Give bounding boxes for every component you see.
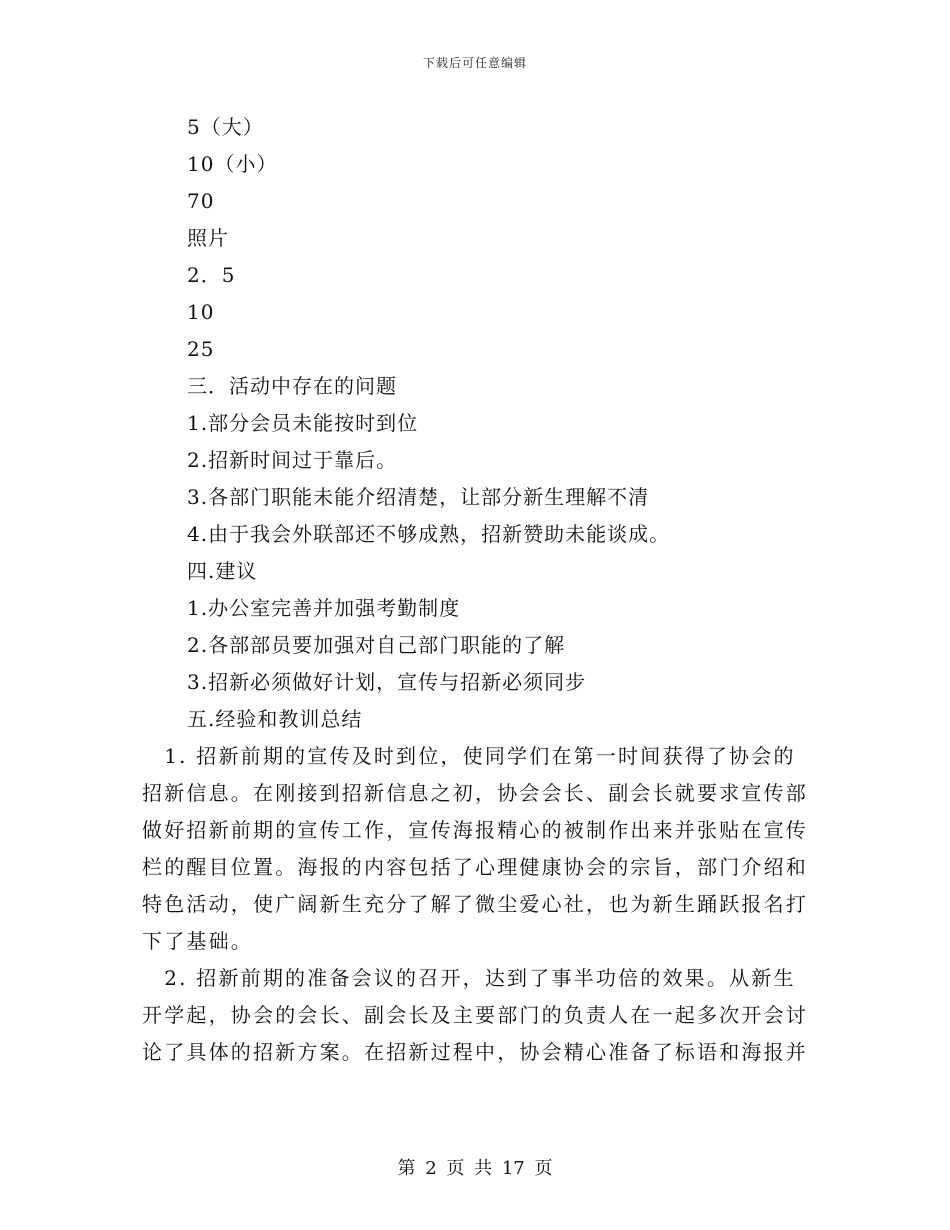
list-item: 2.各部部员要加强对自己部门职能的了解 bbox=[187, 633, 566, 657]
paragraph-line: 特色活动，使广阔新生充分了解了微尘爱心社，也为新生踊跃报名打 bbox=[142, 892, 808, 916]
list-item: 照片 bbox=[187, 226, 229, 250]
paragraph-line: 栏的醒目位置。海报的内容包括了心理健康协会的宗旨，部门介绍和 bbox=[142, 855, 808, 879]
list-item: 2．5 bbox=[187, 263, 236, 287]
paragraph-line: 招新信息。在刚接到招新信息之初，协会会长、副会长就要求宣传部 bbox=[142, 781, 808, 805]
paragraph-line: 开学起，协会的会长、副会长及主要部门的负责人在一起多次开会讨 bbox=[142, 1003, 808, 1027]
list-item: 4.由于我会外联部还不够成熟，招新赞助未能谈成。 bbox=[187, 522, 671, 546]
paragraph-line: 1. 招新前期的宣传及时到位，使同学们在第一时间获得了协会的 bbox=[142, 744, 796, 768]
paragraph-line: 做好招新前期的宣传工作，宣传海报精心的被制作出来并张贴在宣传 bbox=[142, 818, 808, 842]
list-item: 3.招新必须做好计划，宣传与招新必须同步 bbox=[187, 670, 587, 694]
list-item: 10（小） bbox=[187, 152, 278, 176]
list-item: 25 bbox=[187, 337, 215, 361]
paragraph-line: 2. 招新前期的准备会议的召开，达到了事半功倍的效果。从新生 bbox=[142, 966, 796, 990]
list-item: 1.部分会员未能按时到位 bbox=[187, 411, 419, 435]
paragraph-line: 论了具体的招新方案。在招新过程中，协会精心准备了标语和海报并 bbox=[142, 1040, 808, 1064]
paragraph-line: 下了基础。 bbox=[142, 929, 253, 953]
list-item: 5（大） bbox=[187, 115, 264, 139]
page-footer: 第 2 页 共 17 页 bbox=[397, 1158, 553, 1179]
section-heading: 四.建议 bbox=[187, 559, 258, 583]
page-header: 下载后可任意编辑 bbox=[422, 56, 527, 70]
section-heading: 五.经验和教训总结 bbox=[187, 707, 363, 731]
list-item: 10 bbox=[187, 300, 215, 324]
list-item: 70 bbox=[187, 189, 215, 213]
list-item: 2.招新时间过于靠后。 bbox=[187, 448, 398, 472]
list-item: 1.办公室完善并加强考勤制度 bbox=[187, 596, 461, 620]
list-item: 3.各部门职能未能介绍清楚，让部分新生理解不清 bbox=[187, 485, 650, 509]
section-heading: 三．活动中存在的问题 bbox=[187, 374, 397, 398]
